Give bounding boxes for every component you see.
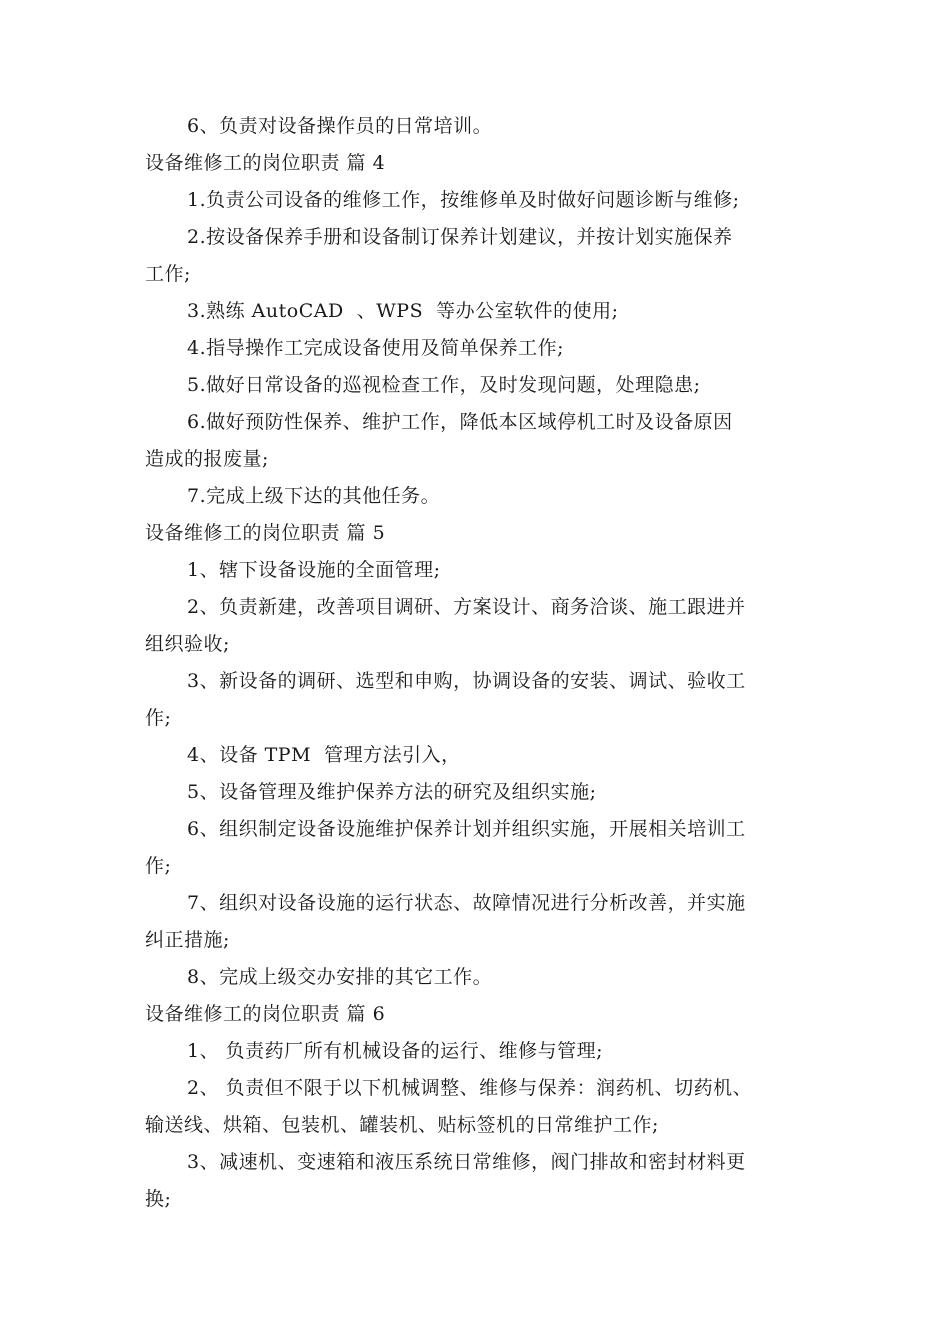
paragraph-line: 5、设备管理及维护保养方法的研究及组织实施; — [187, 781, 597, 803]
paragraph-line: 4、设备 TPM 管理方法引入， — [187, 744, 461, 766]
paragraph-line: 换; — [145, 1188, 172, 1210]
document-body — [145, 108, 825, 1218]
paragraph-line: 4.指导操作工完成设备使用及简单保养工作; — [187, 337, 565, 359]
paragraph-line: 1、 负责药厂所有机械设备的运行、维修与管理; — [187, 1040, 604, 1062]
paragraph-line: 5.做好日常设备的巡视检查工作，及时发现问题，处理隐患; — [187, 374, 701, 396]
section-heading: 设备维修工的岗位职责 篇 4 — [145, 152, 386, 174]
paragraph-line: 8、完成上级交办安排的其它工作。 — [187, 966, 493, 988]
paragraph-line: 2、负责新建，改善项目调研、方案设计、商务洽谈、施工跟进并 — [187, 596, 746, 618]
paragraph-line: 1.负责公司设备的维修工作，按维修单及时做好问题诊断与维修; — [187, 189, 740, 211]
paragraph-line: 1、辖下设备设施的全面管理; — [187, 559, 441, 581]
paragraph-line: 组织验收; — [145, 633, 230, 655]
paragraph-line: 2、 负责但不限于以下机械调整、维修与保养：润药机、切药机、 — [187, 1077, 753, 1099]
paragraph-line: 输送线、烘箱、包装机、罐装机、贴标签机的日常维护工作; — [145, 1114, 659, 1136]
paragraph-line: 3、减速机、变速箱和液压系统日常维修，阀门排故和密封材料更 — [187, 1151, 746, 1173]
paragraph-line: 2.按设备保养手册和设备制订保养计划建议，并按计划实施保养 — [187, 226, 733, 248]
section-heading: 设备维修工的岗位职责 篇 6 — [145, 1003, 386, 1025]
paragraph-line: 7.完成上级下达的其他任务。 — [187, 485, 441, 507]
paragraph-line: 3、新设备的调研、选型和申购，协调设备的安装、调试、验收工 — [187, 670, 746, 692]
paragraph-line: 3.熟练 AutoCAD 、WPS 等办公室软件的使用; — [187, 300, 619, 322]
paragraph-line: 作; — [145, 855, 172, 877]
paragraph-line: 6、组织制定设备设施维护保养计划并组织实施，开展相关培训工 — [187, 818, 746, 840]
paragraph-line: 纠正措施; — [145, 929, 230, 951]
paragraph-line: 作; — [145, 707, 172, 729]
paragraph-line: 7、组织对设备设施的运行状态、故障情况进行分析改善，并实施 — [187, 892, 746, 914]
paragraph-line: 6、负责对设备操作员的日常培训。 — [187, 115, 493, 137]
section-heading: 设备维修工的岗位职责 篇 5 — [145, 522, 386, 544]
paragraph-line: 造成的报废量; — [145, 448, 269, 470]
paragraph-line: 6.做好预防性保养、维护工作，降低本区域停机工时及设备原因 — [187, 411, 733, 433]
paragraph-line: 工作; — [145, 263, 191, 285]
